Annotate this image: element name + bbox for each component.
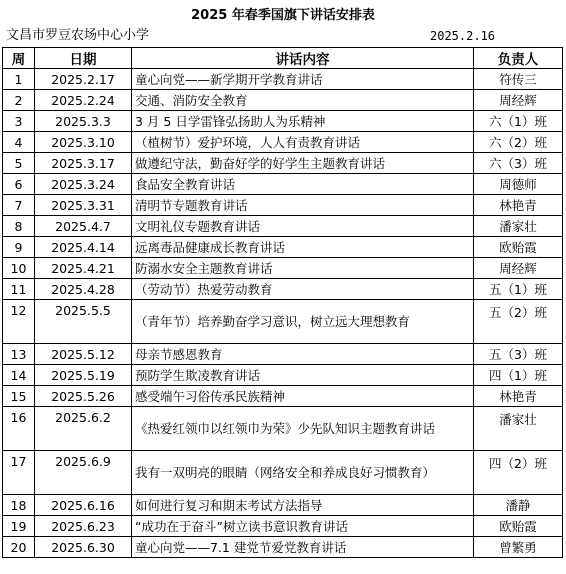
date-cell: 2025.4.21 — [35, 258, 132, 279]
date-cell: 2025.3.31 — [35, 195, 132, 216]
week-cell: 1 — [3, 69, 35, 90]
person-cell: 周经辉 — [474, 258, 563, 279]
table-row — [3, 69, 563, 90]
week-cell: 18 — [3, 495, 35, 516]
person-cell: 六（2）班 — [474, 132, 563, 153]
content-cell: 3 月 5 日学雷锋弘扬助人为乐精神 — [132, 111, 474, 132]
content-cell: 文明礼仪专题教育讲话 — [132, 216, 474, 237]
week-cell: 8 — [3, 216, 35, 237]
content-cell: （植树节）爱护环境，人人有责教育讲话 — [132, 132, 474, 153]
table-row — [3, 344, 563, 365]
week-cell: 16 — [3, 407, 35, 451]
content-cell: 《热爱红领巾以红领巾为荣》少先队知识主题教育讲话 — [132, 407, 474, 451]
week-cell: 4 — [3, 132, 35, 153]
table-row — [3, 237, 563, 258]
content-cell: 母亲节感恩教育 — [132, 344, 474, 365]
person-cell: 五（3）班 — [474, 344, 563, 365]
week-cell: 15 — [3, 386, 35, 407]
date-cell: 2025.3.10 — [35, 132, 132, 153]
person-cell: 潘家壮 — [474, 216, 563, 237]
person-cell: 曾繁勇 — [474, 537, 563, 558]
document-title: 2025 年春季国旗下讲话安排表 — [191, 8, 375, 23]
date-cell: 2025.6.23 — [35, 516, 132, 537]
content-cell: 做遵纪守法，勤奋好学的好学生主题教育讲话 — [132, 153, 474, 174]
table-row — [3, 216, 563, 237]
table-row — [3, 300, 563, 344]
content-cell: 食品安全教育讲话 — [132, 174, 474, 195]
week-cell: 19 — [3, 516, 35, 537]
person-cell: 欧贻霞 — [474, 237, 563, 258]
week-cell: 14 — [3, 365, 35, 386]
week-cell: 13 — [3, 344, 35, 365]
content-cell: 防溺水安全主题教育讲话 — [132, 258, 474, 279]
week-cell: 6 — [3, 174, 35, 195]
date-cell: 2025.5.26 — [35, 386, 132, 407]
date-cell: 2025.4.7 — [35, 216, 132, 237]
header-date: 日期 — [35, 48, 132, 69]
table-row — [3, 90, 563, 111]
week-cell: 5 — [3, 153, 35, 174]
week-cell: 11 — [3, 279, 35, 300]
person-cell: 符传三 — [474, 69, 563, 90]
person-cell: 五（2）班 — [474, 300, 563, 344]
person-cell: 周经辉 — [474, 90, 563, 111]
content-cell: 我有一双明亮的眼睛（网络安全和养成良好习惯教育） — [132, 451, 474, 495]
date-cell: 2025.6.30 — [35, 537, 132, 558]
header-week: 周 — [3, 48, 35, 69]
table-row — [3, 195, 563, 216]
person-cell: 林艳青 — [474, 195, 563, 216]
table-row — [3, 258, 563, 279]
table-row — [3, 407, 563, 451]
table-row — [3, 386, 563, 407]
week-cell: 3 — [3, 111, 35, 132]
table-row — [3, 174, 563, 195]
content-cell: 交通、消防安全教育 — [132, 90, 474, 111]
person-cell: 六（3）班 — [474, 153, 563, 174]
week-cell: 2 — [3, 90, 35, 111]
schedule-table — [2, 47, 563, 558]
date-cell: 2025.2.24 — [35, 90, 132, 111]
week-cell: 20 — [3, 537, 35, 558]
table-row — [3, 153, 563, 174]
content-cell: 如何进行复习和期末考试方法指导 — [132, 495, 474, 516]
content-cell: 童心向党——7.1 建党节爱党教育讲话 — [132, 537, 474, 558]
table-row — [3, 365, 563, 386]
table-row — [3, 279, 563, 300]
content-cell: 预防学生欺凌教育讲话 — [132, 365, 474, 386]
person-cell: 五（1）班 — [474, 279, 563, 300]
table-row — [3, 111, 563, 132]
date-cell: 2025.2.17 — [35, 69, 132, 90]
content-cell: 远离毒品健康成长教育讲话 — [132, 237, 474, 258]
week-cell: 7 — [3, 195, 35, 216]
content-cell: 清明节专题教育讲话 — [132, 195, 474, 216]
content-cell: （劳动节）热爱劳动教育 — [132, 279, 474, 300]
content-cell: 童心向党——新学期开学教育讲话 — [132, 69, 474, 90]
date-cell: 2025.6.9 — [35, 451, 132, 495]
date-cell: 2025.6.2 — [35, 407, 132, 451]
person-cell: 欧贻霞 — [474, 516, 563, 537]
person-cell: 林艳青 — [474, 386, 563, 407]
table-row — [3, 516, 563, 537]
person-cell: 周德师 — [474, 174, 563, 195]
table-row — [3, 451, 563, 495]
content-cell: （青年节）培养勤奋学习意识，树立远大理想教育 — [132, 300, 474, 344]
date-cell: 2025.4.28 — [35, 279, 132, 300]
person-cell: 潘家壮 — [474, 407, 563, 451]
table-row — [3, 132, 563, 153]
person-cell: 四（1）班 — [474, 365, 563, 386]
week-cell: 10 — [3, 258, 35, 279]
document-date: 2025.2.16 — [430, 29, 496, 43]
table-header-row — [3, 48, 563, 69]
date-cell: 2025.3.3 — [35, 111, 132, 132]
content-cell: “成功在于奋斗”树立读书意识教育讲话 — [132, 516, 474, 537]
date-cell: 2025.3.17 — [35, 153, 132, 174]
person-cell: 潘静 — [474, 495, 563, 516]
date-cell: 2025.4.14 — [35, 237, 132, 258]
date-cell: 2025.5.19 — [35, 365, 132, 386]
document-subheading — [6, 27, 560, 45]
table-row — [3, 537, 563, 558]
date-cell: 2025.5.5 — [35, 300, 132, 344]
content-cell: 感受端午习俗传承民族精神 — [132, 386, 474, 407]
table-row — [3, 495, 563, 516]
week-cell: 17 — [3, 451, 35, 495]
date-cell: 2025.6.16 — [35, 495, 132, 516]
school-name: 文昌市罗豆农场中心小学 — [6, 28, 150, 43]
week-cell: 12 — [3, 300, 35, 344]
date-cell: 2025.3.24 — [35, 174, 132, 195]
person-cell: 四（2）班 — [474, 451, 563, 495]
header-person: 负责人 — [474, 48, 563, 69]
person-cell: 六（1）班 — [474, 111, 563, 132]
date-cell: 2025.5.12 — [35, 344, 132, 365]
table-body — [3, 69, 563, 558]
header-content: 讲话内容 — [132, 48, 474, 69]
week-cell: 9 — [3, 237, 35, 258]
